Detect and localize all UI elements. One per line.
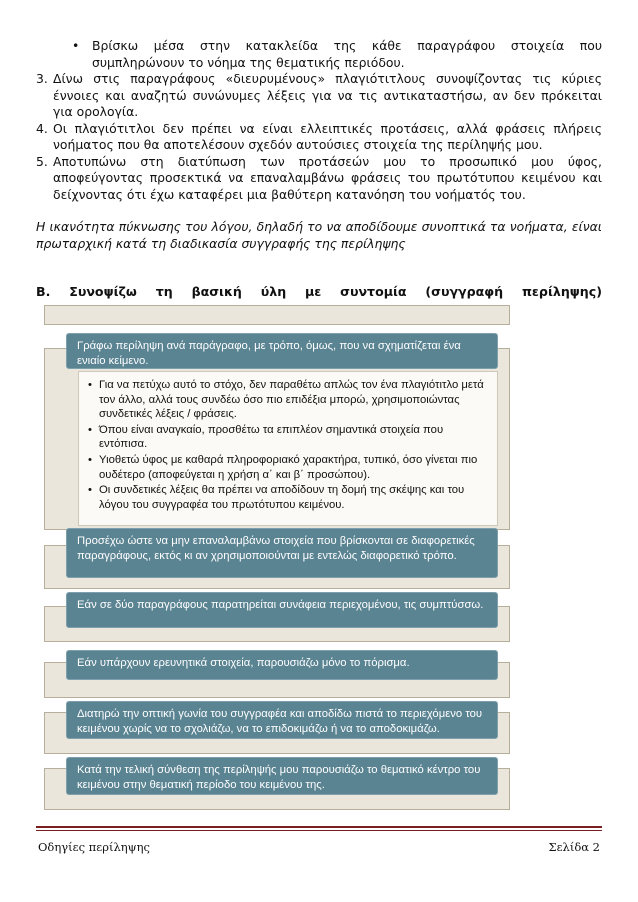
detail-item: • Για να πετύχω αυτό το στόχο, δεν παραθέτω απλώς τον ένα πλαγιότιτλο μετά τον άλλο, αλλά τους συνδέω όσο πιο επιδέξια μπορώ, χρησιμοποιώντας συνδετικές λέξεις / φράσεις. — [99, 378, 489, 422]
list-item-text: Αποτυπώνω στη διατύπωση των προτάσεών μου το προσωπικό μου ύφος, αποφεύγοντας προσεκτικά να επαναλαμβάνω φράσεις του πρωτότυπου κειμένου και δείχνοντας ότι έχω καταφέρει μια βαθύτερη κατανόηση του νοήματός του. — [53, 153, 602, 202]
list-item — [36, 154, 602, 204]
heading-word: (συγγραφή — [425, 284, 504, 299]
diagram-top-bar — [44, 305, 510, 325]
detail-item: • Οι συνδετικές λέξεις θα πρέπει να αποδίδουν τη δομή της σκέψης και του λόγου του συγγραφέα του πρωτότυπου κειμένου. — [99, 483, 489, 512]
detail-item: • Υιοθετώ ύφος με καθαρά πληροφοριακό χαρακτήρα, τυπικό, όσο γίνεται πιο ουδέτερο (αποφεύγεται η χρήση α΄ και β΄ προσώπου). — [99, 453, 489, 482]
heading-word: ύλη — [260, 284, 287, 299]
list-item-text: Δίνω στις παραγράφους «διευρυμένους» πλαγιότιτλους συνοψίζοντας τις κύριες έννοιες και αναζητώ συνώνυμες λέξεις για να τις αντικαταστήσω, αν δεν πρόκειται για ορολογία. — [53, 71, 602, 119]
heading-word: Συνοψίζω — [69, 284, 137, 299]
footer-title: Οδηγίες περίληψης — [38, 840, 150, 854]
footer-rule — [36, 830, 602, 831]
list-item-text: Οι πλαγιότιτλοι δεν πρέπει να είναι ελλειπτικές προτάσεις, αλλά φράσεις πλήρεις νοήματος που θα αποτελέσουν σχεδόν αυτούσιες στοιχεία της περίληψής μου. — [53, 120, 602, 152]
italic-note: Η ικανότητα πύκνωσης του λόγου, δηλαδή το να αποδίδουμε συνοπτικά τα νοήματα, είναι πρωταρχική κατά τη διαδικασία συγγραφής της περίληψης — [36, 219, 602, 251]
heading-word: περίληψης) — [521, 284, 602, 299]
list-item — [36, 121, 602, 154]
heading-word: τη — [155, 284, 173, 299]
instruction-list — [36, 38, 602, 203]
diagram-box-2: Προσέχω ώστε να μην επαναλαμβάνω στοιχεία που βρίσκονται σε διαφορετικές παραγράφους, εκτός κι αν χρησιμοποιούνται με εντελώς διαφορετικό τρόπο. — [66, 528, 498, 578]
section-heading — [36, 284, 602, 299]
diagram-box-4: Εάν υπάρχουν ερευνητικά στοιχεία, παρουσιάζω μόνο το πόρισμα. — [66, 650, 498, 680]
list-item-number: 5. — [36, 153, 48, 169]
list-item-number: 4. — [36, 120, 48, 136]
diagram-box-6: Κατά την τελική σύνθεση της περίληψής μου παρουσιάζω το θεματικό κέντρο του κειμένου στην θεματική περίοδο του κειμένου της. — [66, 757, 498, 795]
diagram-box-5: Διατηρώ την οπτική γωνία του συγγραφέα και αποδίδω πιστά το περιεχόμενο του κειμένου χωρίς να το σχολιάζω, να το επιδοκιμάζω ή να το αποδοκιμάζω. — [66, 701, 498, 739]
heading-word: βασική — [191, 284, 242, 299]
heading-word: Β. — [36, 284, 51, 299]
diagram-box-1: Γράφω περίληψη ανά παράγραφο, με τρόπο, όμως, που να σχηματίζεται ένα ενιαίο κείμενο. — [66, 333, 498, 369]
bullet-icon: • — [72, 38, 80, 53]
list-item-text: Βρίσκω μέσα στην κατακλείδα της κάθε παραγράφου στοιχεία που συμπληρώνουν το νόημα της θεματικής περιόδου. — [92, 38, 602, 70]
heading-word: με — [305, 284, 322, 299]
heading-word: συντομία — [340, 284, 407, 299]
diagram-box-3: Εάν σε δύο παραγράφους παρατηρείται συνάφεια περιεχομένου, τις συμπτύσσω. — [66, 592, 498, 628]
detail-list-panel — [78, 371, 498, 526]
footer-rule — [36, 826, 602, 828]
list-item — [36, 38, 602, 71]
list-item — [36, 71, 602, 121]
page-number: Σελίδα 2 — [548, 840, 600, 854]
list-item-number: 3. — [36, 71, 48, 86]
detail-item: • Όπου είναι αναγκαίο, προσθέτω τα επιπλέον σημαντικά στοιχεία που εντόπισα. — [99, 423, 489, 452]
